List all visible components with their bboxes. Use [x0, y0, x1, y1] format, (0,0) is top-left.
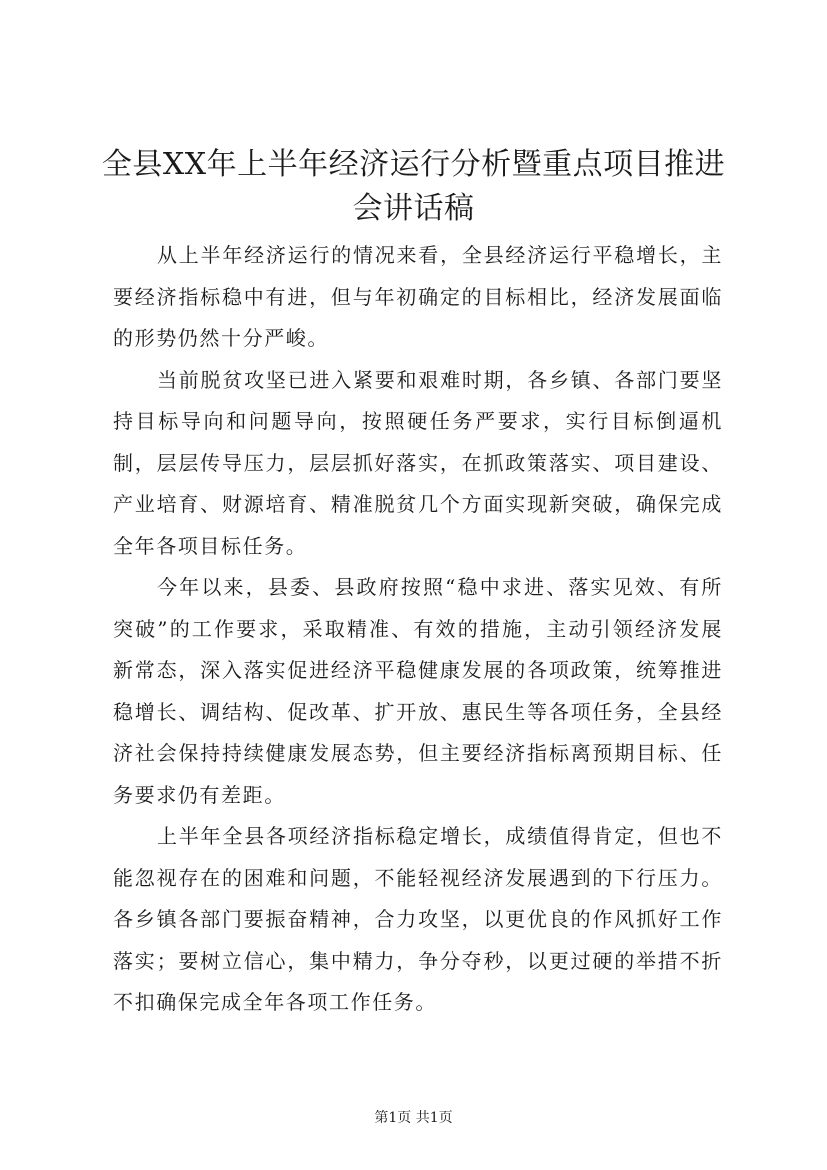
paragraph: 从上半年经济运行的情况来看，全县经济运行平稳增长，主要经济指标稳中有进，但与年初确定的目标相比，经济发展面临的形势仍然十分严峻。 — [113, 243, 723, 350]
page-footer: 第1页 共1页 — [374, 1110, 453, 1126]
document-title: 全县XX年上半年经济运行分析暨重点项目推进会讲话稿 — [101, 147, 726, 226]
document-body — [113, 235, 723, 1024]
paragraph: 上半年全县各项经济指标稳定增长，成绩值得肯定，但也不能忽视存在的困难和问题，不能轻视经济发展遇到的下行压力。各乡镇各部门要振奋精神，合力攻坚，以更优良的作风抓好工作落实；要树立信心，集中精力，争分夺秒，以更过硬的举措不折不扣确保完成全年各项工作任务。 — [113, 824, 723, 1014]
paragraph: 今年以来，县委、县政府按照“稳中求进、落实见效、有所突破”的工作要求，采取精准、有效的措施，主动引领经济发展新常态，深入落实促进经济平稳健康发展的各项政策，统筹推进稳增长、调结构、促改革、扩开放、惠民生等各项任务，全县经济社会保持持续健康发展态势，但主要经济指标离预期目标、任务要求仍有差距。 — [113, 575, 723, 807]
paragraph: 当前脱贫攻坚已进入紧要和艰难时期，各乡镇、各部门要坚持目标导向和问题导向，按照硬任务严要求，实行目标倒逼机制，层层传导压力，层层抓好落实，在抓政策落实、项目建设、产业培育、财源培育、精准脱贫几个方面实现新突破，确保完成全年各项目标任务。 — [113, 367, 723, 558]
